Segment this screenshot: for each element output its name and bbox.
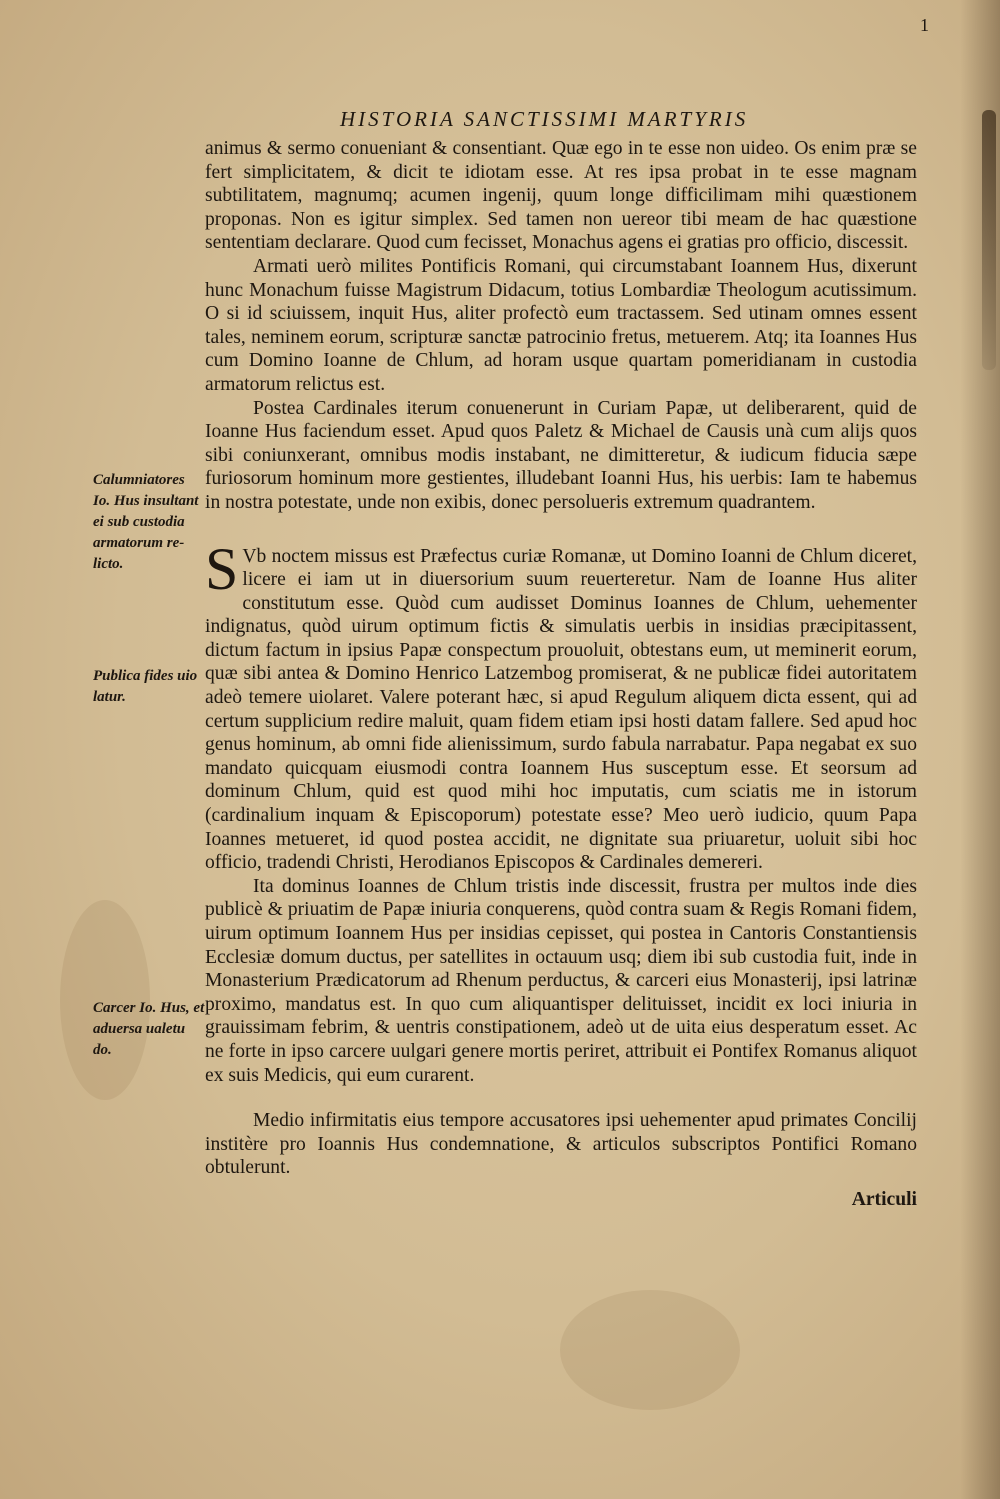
- paragraph-5: Ita dominus Ioannes de Chlum tristis inde discessit, frustra per multos inde dies publicè & priuatim de Papæ iniuria conquerens, quòd contra suam & Regis Romani fidem, uirum optimum Ioannem Hus per insidias cepisset, qui postea in Cantoris Constantiensis Ecclesiæ domum ductus, per satellites in octauum usq; diem ibi sub custodia fuit, inde in Monasterium Prædicatorum ad Rhenum perductus, & carceri eius Monasterij, ipsi latrinæ proximo, mandatus est. In quo cum aliquantisper delituisset, incidit ex loci iniuria in grauissimam febrim, & uentris constipationem, adeò ut de uita eius desperatum esset. Ac ne forte in ipso carcere uulgari genere mortis periret, attribuit ei Pontifex Romanus aliquot ex suis Medicis, qui eum curarent.: [205, 875, 917, 1086]
- paragraph-4-dropcap: SVb noctem missus est Præfectus curiæ Romanæ, ut Domino Ioanni de Chlum diceret, licere ei iam ut in diuersorium suum reuerteretur. Nam de Ioanne Hus aliter constitutum esse. Quòd cum audisset Dominus Ioannes de Chlum, uehementer indignatus, quòd uirum optimum fictis & simulatis uerbis in insidias præcipitassent, dictum factum in ipsius Papæ conspectum prouoluit, obtestans eum, ut meminerit eorum, quæ sibi antea & Domino Henrico Latzembog promiserat, & ne publicæ fidei autoritatem adeò temere uiolaret. Valere poterant hæc, si apud Regulum aliquem dicta essent, qui ad certum supplicium redire maluit, quam fidem etiam ipsi hosti datam fallere. Sed apud hoc genus hominum, ab omni fide alienissimum, surdo fabula narrabatur. Papa negabat ex suo mandato quicquam eiusmodi contra Ioannem Hus susceptum esse. Et seorsum ad dominum Chlum, quid est quod mihi hoc imputatis, cum sciatis me in istorum (cardinalium inquam & Episcoporum) potestate esse? Meo uerò iudicio, quum Papa Ioannes metueret, id quod postea accidit, ne dignitate sua priuaretur, uoluit sibi hoc officio, tradendi Christi, Herodianos Episcopos & Cardinales demereri.: [205, 535, 917, 874]
- paragraph-1: animus & sermo conueniant & consentiant. Quæ ego in te esse non uideo. Os enim præ se fert simplicitatem, & dicit te idiotam esse. At res ipsa probat in te esse magnam subtilitatem, magnumq; acumen ingenij, quum longe difficilimam mihi quæstionem proponas. Non es igitur simplex. Sed tamen non uereor tibi meam de hac quæstione sententiam declarare. Quod cum fecisset, Monachus agens ei gratias pro officio, discessit.: [205, 138, 917, 254]
- catchword: Articuli: [851, 1188, 917, 1210]
- corner-mark: 1: [920, 15, 929, 35]
- marginal-note-1: [93, 470, 205, 575]
- marginal-line: Carcer Io. Hus, et: [93, 1000, 205, 1016]
- marginal-note-3: [93, 998, 205, 1061]
- marginal-line: armatorum re-: [93, 535, 185, 551]
- marginal-line: do.: [93, 1042, 112, 1058]
- paragraph-6: Medio infirmitatis eius tempore accusatores ipsi uehementer apud primates Concilij institère pro Ioannis Hus condemnatione, & articulos subscriptos Pontifici Romano obtulerunt.: [205, 1110, 917, 1179]
- paper-stain: [560, 1290, 740, 1410]
- marginal-line: ei sub custodia: [93, 514, 185, 530]
- marginal-line: Calumniatores: [93, 472, 185, 488]
- paragraph-2: Armati uerò milites Pontificis Romani, qui circumstabant Ioannem Hus, dixerunt hunc Monachum fuisse Magistrum Didacum, totius Lombardiæ Theologum acutissimum. O si id sciuissem, inquit Hus, aliter profectò eum tractassem. Sed utinam omnes essent tales, neminem eorum, scripturæ sanctæ patrocinio fretus, metuerem. Atq; ita Ioannes Hus cum Domino Ioanne de Chlum, ad horam usque quartam pomeridianam in custodia armatorum relictus est.: [205, 255, 917, 395]
- marginal-line: latur.: [93, 689, 126, 705]
- marginal-line: Io. Hus insultant: [93, 493, 199, 509]
- running-head: HISTORIA SANCTISSIMI MARTYRIS: [340, 107, 749, 131]
- marginal-note-2: [93, 666, 205, 708]
- main-text-block: [205, 137, 917, 1212]
- paragraph-3: Postea Cardinales iterum conuenerunt in Curiam Papæ, ut deliberarent, quid de Ioanne Hus faciendum esset. Apud quos Paletz & Michael de Causis unà cum alijs quos sibi coniunxerant, omnibus modis instabant, ne dimitteretur, & iudicum fiducia sæpe furiosorum hominum more gestientes, illudebant Ioanni Hus, his uerbis: Iam te habemus in nostra potestate, unde non exibis, donec persolueris extremum quadrantem.: [205, 397, 917, 513]
- marginal-line: Publica fides uio: [93, 668, 198, 684]
- section-gap: [205, 1087, 917, 1109]
- page-edge-stain: [982, 110, 996, 370]
- section-gap: [205, 515, 917, 545]
- marginal-line: aduersa ualetu: [93, 1021, 186, 1037]
- marginal-line: licto.: [93, 556, 124, 572]
